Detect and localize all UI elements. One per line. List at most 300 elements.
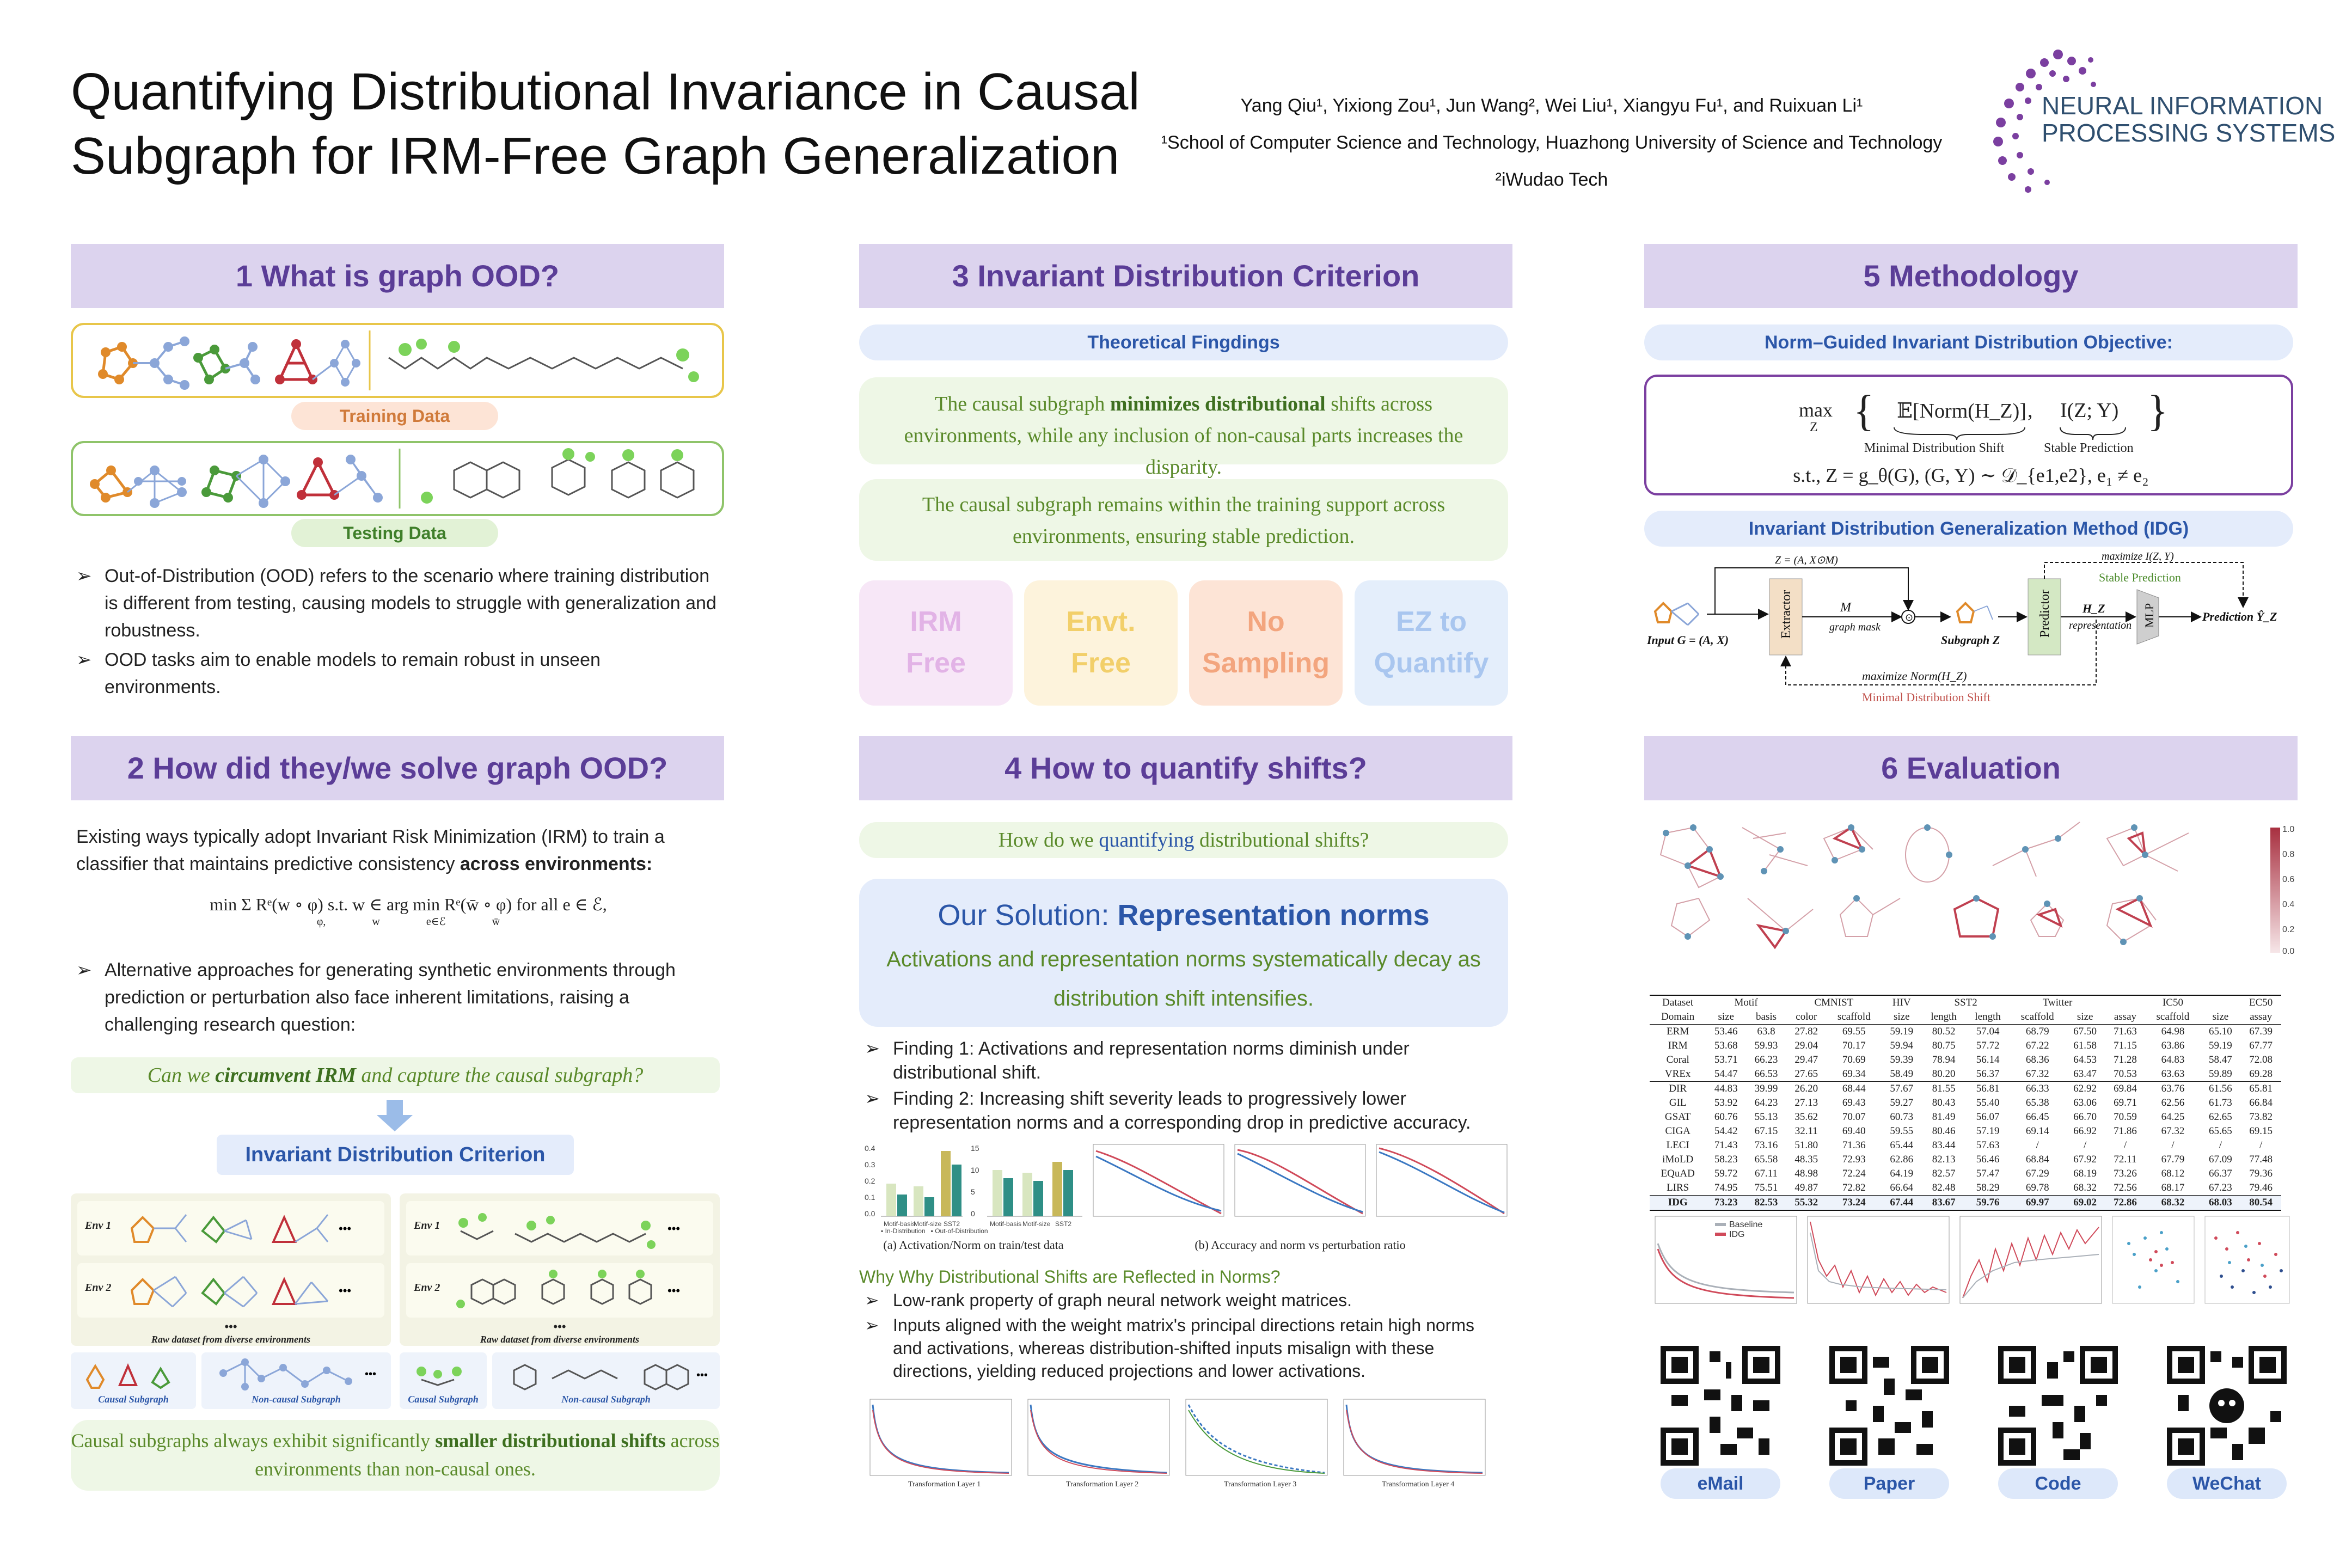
results-table-wrap	[1650, 995, 2287, 1211]
subgraph-visualizations	[1644, 817, 2293, 964]
env2-molecules-right	[450, 1269, 706, 1312]
result-cell: 82.53	[1754, 1197, 1778, 1208]
irm-sub-phiw: φ, w	[316, 916, 380, 928]
dataset-header: Twitter	[2042, 997, 2073, 1008]
result-cell: /	[2036, 1140, 2039, 1151]
result-cell: 82.48	[1932, 1182, 1956, 1193]
table-row	[1650, 1153, 2281, 1167]
bar-label-4: Motif-basis	[990, 1220, 1022, 1228]
result-cell: 73.23	[1714, 1197, 1738, 1208]
layer-plot-3	[1186, 1399, 1327, 1475]
alt-approaches-bullets	[76, 957, 719, 1040]
cb-tick-2: 0.8	[2282, 850, 2295, 859]
result-cell: 59.19	[1890, 1026, 1914, 1037]
result-cell: 69.15	[2249, 1125, 2273, 1137]
ellipsis-3: •••	[224, 1320, 237, 1333]
section-6	[1644, 736, 2298, 1494]
irm-sub-wbar: w̄	[492, 916, 500, 928]
method-name: Coral	[1666, 1054, 1689, 1065]
method-name: VREx	[1664, 1068, 1691, 1080]
result-cell: 59.76	[1976, 1197, 2000, 1208]
result-cell: 67.44	[1890, 1197, 1914, 1208]
result-cell: 73.26	[2114, 1168, 2137, 1179]
solution-b: Representation norms	[1117, 899, 1430, 932]
obj-max-word: max	[1799, 399, 1833, 421]
result-cell: 72.56	[2114, 1182, 2137, 1193]
result-cell: 64.25	[2161, 1111, 2185, 1123]
noncausal-caption-right: Non-causal Subgraph	[561, 1394, 651, 1405]
result-cell: 39.99	[1754, 1083, 1778, 1094]
obj-term1: 𝔼[Norm(H_Z)]	[1897, 400, 2026, 422]
result-cell: 69.40	[1842, 1125, 1866, 1137]
domain-header: basis	[1756, 1011, 1777, 1022]
causal-panel-left	[71, 1352, 196, 1409]
result-cell: 63.76	[2161, 1083, 2185, 1094]
qr-paper-icon	[1829, 1346, 1949, 1466]
result-cell: 68.44	[1842, 1083, 1866, 1094]
underbraces	[1891, 425, 2136, 441]
result-cell: 63.86	[2161, 1040, 2185, 1051]
result-cell: 67.23	[2209, 1182, 2232, 1193]
property-tiles	[859, 580, 1508, 706]
tile-nosamp-line2: Sampling	[1202, 647, 1330, 679]
irm-formula-subscripts	[163, 915, 653, 928]
result-cell: 69.28	[2249, 1068, 2273, 1080]
env1-row-left	[77, 1201, 384, 1255]
qr-code[interactable]	[1998, 1346, 2118, 1499]
line-plot-3	[1376, 1144, 1507, 1216]
domain-header: size	[2077, 1011, 2093, 1022]
noncausal-molecules-right	[503, 1357, 715, 1391]
domain-header: assay	[2250, 1011, 2273, 1022]
env2-label-right: Env 2	[414, 1282, 440, 1294]
layer-label-4: Transformation Layer 4	[1382, 1480, 1455, 1489]
raw-env-panel-right	[400, 1193, 720, 1346]
result-cell: 83.44	[1932, 1140, 1956, 1151]
tile-irm-free	[859, 580, 1013, 706]
result-cell: 59.55	[1890, 1125, 1914, 1137]
result-cell: 63.8	[1757, 1026, 1775, 1037]
norm-figures	[859, 1140, 1508, 1252]
noncausal-panel-left	[201, 1352, 391, 1409]
chart-a-tick-04: 0.4	[865, 1144, 875, 1153]
result-cell: 71.43	[1714, 1140, 1738, 1151]
result-cell: 68.84	[2025, 1154, 2049, 1165]
method-name: ERM	[1667, 1026, 1689, 1037]
ood-bullet-2: ➢ OOD tasks aim to enable models to remain robust in unseen environments.	[76, 646, 719, 701]
result-cell: 65.65	[2209, 1125, 2232, 1137]
domain-header: assay	[2114, 1011, 2137, 1022]
result-cell: 65.81	[2249, 1083, 2273, 1094]
result-cell: 81.55	[1932, 1083, 1956, 1094]
result-cell: 70.59	[2114, 1111, 2137, 1123]
result-cell: 65.58	[1754, 1154, 1778, 1165]
affiliation-1: ¹School of Computer Science and Technology, Huazhong University of Science and Technology	[1161, 132, 1943, 153]
result-cell: 72.82	[1842, 1182, 1866, 1193]
result-cell: 27.65	[1794, 1068, 1818, 1080]
result-cell: 48.98	[1794, 1168, 1818, 1179]
section-1	[71, 244, 724, 697]
result-cell: 66.70	[2073, 1111, 2097, 1123]
method-name: IRM	[1668, 1040, 1688, 1051]
qr-email[interactable]	[1661, 1346, 1780, 1499]
bar-group-b3	[1052, 1162, 1073, 1216]
svg-text:15: 15	[971, 1144, 979, 1153]
result-cell: 67.15	[1754, 1125, 1778, 1137]
result-cell: 71.15	[2114, 1040, 2137, 1051]
method-name: GIL	[1669, 1097, 1687, 1108]
result-cell: 67.77	[2249, 1040, 2273, 1051]
method-name: LECI	[1666, 1140, 1689, 1151]
result-cell: 80.54	[2249, 1197, 2273, 1208]
fig-caption-a: (a) Activation/Norm on train/test data	[883, 1238, 1064, 1252]
diag-mlp: MLP	[2142, 603, 2156, 628]
result-cell: 67.92	[2073, 1154, 2097, 1165]
curve-plot-3	[1960, 1216, 2102, 1303]
finding-1: ➢ Finding 1: Activations and representation norms diminish under distributional shift.	[865, 1037, 1507, 1085]
table-row	[1650, 1138, 2281, 1153]
fig-caption-b: (b) Accuracy and norm vs perturbation ratio	[1195, 1238, 1406, 1252]
domain-header: scaffold	[2020, 1011, 2054, 1022]
qr-paper[interactable]	[1829, 1346, 1949, 1499]
section-4	[859, 736, 1512, 1489]
results-table	[1650, 995, 2281, 1211]
training-curves	[1644, 1211, 2293, 1317]
domain-header: size	[2212, 1011, 2229, 1022]
bar-group-a3	[941, 1151, 961, 1216]
table-dataset-row	[1650, 995, 2281, 1010]
result-cell: 78.94	[1932, 1054, 1956, 1065]
diag-stable: Stable Prediction	[2099, 571, 2181, 584]
causal-panel-right	[400, 1352, 487, 1409]
section-3-heading: 3 Invariant Distribution Criterion	[859, 244, 1512, 308]
why-bullets	[865, 1289, 1507, 1385]
result-cell: 64.98	[2161, 1026, 2185, 1037]
result-cell: 64.83	[2161, 1054, 2185, 1065]
testing-data-label: Testing Data	[291, 519, 498, 547]
result-cell: 59.94	[1890, 1040, 1914, 1051]
title-line-2: Subgraph for IRM-Free Graph Generalization	[71, 127, 1120, 185]
table-row-ours	[1650, 1196, 2281, 1211]
neurips-logo-icon	[1976, 44, 2336, 196]
section-5-heading: 5 Methodology	[1644, 244, 2298, 308]
result-cell: 71.36	[1842, 1140, 1866, 1151]
result-cell: 58.29	[1976, 1182, 2000, 1193]
table-ours	[1650, 1196, 2281, 1211]
bar-label-2: Motif-size	[914, 1220, 942, 1228]
result-cell: 66.64	[1890, 1182, 1914, 1193]
result-cell: 57.72	[1976, 1040, 2000, 1051]
table-group-1	[1650, 1025, 2281, 1082]
result-cell: 67.29	[2025, 1168, 2049, 1179]
tile-no-sampling	[1189, 580, 1343, 706]
colorbar	[2270, 828, 2280, 953]
result-cell: 68.32	[2073, 1182, 2097, 1193]
solution-desc: Activations and representation norms systematically decay as distribution shift intensifies.	[886, 947, 1481, 1010]
section-2-heading: 2 How did they/we solve graph OOD?	[71, 736, 724, 800]
section-4-heading: 4 How to quantify shifts?	[859, 736, 1512, 800]
result-cell: 66.23	[1754, 1054, 1778, 1065]
irm-intro-text: Existing ways typically adopt Invariant Risk Minimization (IRM) to train a classifier that maintains predictive consistency	[76, 826, 665, 874]
raw-caption-right: Raw dataset from diverse environments	[480, 1334, 639, 1345]
alt-approaches-bullet: ➢ Alternative approaches for generating synthetic environments through prediction or perturbation also face inherent limitations, raising a challenging research question:	[76, 957, 719, 1038]
env2-row-right	[406, 1263, 713, 1318]
env1-molecules-right	[450, 1206, 706, 1250]
causal-motifs-left	[82, 1358, 191, 1391]
result-cell: 61.58	[2073, 1040, 2097, 1051]
result-cell: 35.62	[1794, 1111, 1818, 1123]
diag-max-i: maximize I(Z, Y)	[2102, 550, 2174, 562]
method-name: IDG	[1668, 1197, 1688, 1208]
table-row	[1650, 1124, 2281, 1138]
irm-formula-main: min Σ Rᵉ(w ∘ φ) s.t. w ∈ arg min Rᵉ(w̄ ∘ φ) for all e ∈ ℰ,	[210, 895, 607, 914]
bar-group-a2	[914, 1186, 934, 1216]
conclusion-box	[71, 1420, 720, 1491]
method-name: iMoLD	[1662, 1154, 1694, 1165]
chart-a-tick-01: 0.1	[865, 1193, 875, 1202]
result-cell: 72.24	[1842, 1168, 1866, 1179]
result-cell: 60.76	[1714, 1111, 1738, 1123]
diag-representation: representation	[2069, 620, 2132, 632]
research-question	[71, 1057, 720, 1093]
ellipsis-4: •••	[667, 1222, 681, 1235]
section-2	[71, 736, 724, 1480]
result-cell: 55.32	[1794, 1197, 1818, 1208]
env1-row-right	[406, 1201, 713, 1255]
result-cell: 70.69	[1842, 1054, 1866, 1065]
result-cell: 54.42	[1714, 1125, 1738, 1137]
dataset-header: Dataset	[1662, 997, 1694, 1008]
result-cell: 80.52	[1932, 1026, 1956, 1037]
svg-text:5: 5	[971, 1187, 975, 1196]
result-cell: 77.48	[2249, 1154, 2273, 1165]
training-molecule-illustration	[73, 325, 722, 396]
domain-header: scaffold	[1837, 1011, 1871, 1022]
cb-tick-1: 1.0	[2282, 825, 2295, 834]
result-cell: 69.78	[2025, 1182, 2049, 1193]
line-plot-1	[1093, 1144, 1224, 1216]
finding1-a: The causal subgraph	[934, 393, 1110, 415]
result-cell: 57.19	[1976, 1125, 2000, 1137]
result-cell: 64.53	[2073, 1054, 2097, 1065]
obj-brace-right: }	[2147, 387, 2169, 435]
legend-baseline: Baseline	[1729, 1220, 1763, 1229]
result-cell: 58.49	[1890, 1068, 1914, 1080]
result-cell: 29.04	[1794, 1040, 1818, 1051]
causal-molecule-right	[411, 1358, 481, 1391]
layer-label-1: Transformation Layer 1	[908, 1480, 981, 1489]
result-cell: 66.84	[2249, 1097, 2273, 1108]
curve-plot-1	[1655, 1216, 1797, 1303]
result-cell: 69.43	[1842, 1097, 1866, 1108]
cb-tick-5: 0.2	[2282, 925, 2295, 934]
result-cell: 71.28	[2114, 1054, 2137, 1065]
obj-max	[1799, 399, 1833, 421]
result-cell: 73.16	[1754, 1140, 1778, 1151]
ellipsis-7: •••	[365, 1368, 377, 1380]
qq-c: distributional shifts?	[1194, 829, 1369, 852]
result-cell: 59.89	[2209, 1068, 2232, 1080]
result-cell: 72.86	[2114, 1197, 2137, 1208]
result-cell: 66.37	[2209, 1168, 2232, 1179]
table-row	[1650, 1025, 2281, 1039]
poster-title	[71, 60, 1160, 188]
idg-pipeline-diagram	[1644, 552, 2293, 715]
dataset-header: EC50	[2249, 997, 2273, 1008]
tile-irm-line2: Free	[906, 647, 966, 679]
finding-minimizes	[859, 377, 1508, 479]
bar-legend: ▪ In-Distribution ▪ Out-of-Distribution	[881, 1227, 988, 1235]
result-cell: 48.35	[1794, 1154, 1818, 1165]
obj-label1: Minimal Distribution Shift	[1864, 441, 2005, 455]
diag-extractor: Extractor	[1779, 590, 1793, 639]
ood-bullet-1: ➢ Out-of-Distribution (OOD) refers to the scenario where training distribution is different from testing, causing models to struggle with generalization and robustness.	[76, 562, 719, 644]
dataset-header: Motif	[1734, 997, 1758, 1008]
result-cell: 59.72	[1714, 1168, 1738, 1179]
qr-label-paper[interactable]: Paper	[1829, 1468, 1949, 1499]
result-cell: 66.45	[2025, 1111, 2049, 1123]
domain-header: scaffold	[2156, 1011, 2190, 1022]
title-line-1: Quantifying Distributional Invariance in Causal	[71, 63, 1140, 121]
result-cell: 56.46	[1976, 1154, 2000, 1165]
result-cell: 51.80	[1794, 1140, 1818, 1151]
diag-graph-mask: graph mask	[1829, 621, 1881, 633]
result-cell: 81.49	[1932, 1111, 1956, 1123]
conclusion-b: smaller distributional shifts	[435, 1430, 666, 1451]
causal-caption-left: Causal Subgraph	[98, 1394, 169, 1405]
result-cell: 58.23	[1714, 1154, 1738, 1165]
tile-ez-line2: Quantify	[1374, 647, 1489, 679]
cb-tick-4: 0.4	[2282, 900, 2295, 909]
noncausal-graphs-left	[212, 1357, 387, 1391]
result-cell: 67.50	[2073, 1026, 2097, 1037]
result-cell: 68.79	[2025, 1026, 2049, 1037]
result-cell: /	[2259, 1140, 2263, 1151]
raw-caption-left: Raw dataset from diverse environments	[151, 1334, 310, 1345]
result-cell: 72.93	[1842, 1154, 1866, 1165]
table-group-2	[1650, 1082, 2281, 1196]
result-cell: 55.13	[1754, 1111, 1778, 1123]
result-cell: 67.11	[1754, 1168, 1778, 1179]
result-cell: 32.11	[1794, 1125, 1818, 1137]
theoretical-findings-label: Theoretical Fingdings	[859, 324, 1508, 360]
qq-a: How do we	[998, 829, 1099, 852]
result-cell: 56.14	[1976, 1054, 2000, 1065]
qr-label-code[interactable]: Code	[1998, 1468, 2118, 1499]
bar-label-3: SST2	[944, 1220, 960, 1228]
result-cell: 64.19	[1890, 1168, 1914, 1179]
tile-envt-free	[1024, 580, 1178, 706]
dataset-header: HIV	[1892, 997, 1911, 1008]
result-cell: 26.20	[1794, 1083, 1818, 1094]
finding1-c: shifts across environments, while any inclusion of non-causal parts increases the disparity.	[904, 393, 1463, 479]
finding1-b: minimizes distributional	[1110, 393, 1326, 415]
qr-label-wechat[interactable]: WeChat	[2167, 1468, 2287, 1499]
result-cell: 58.47	[2209, 1054, 2232, 1065]
layer-plot-2	[1028, 1399, 1169, 1475]
training-data-label: Training Data	[291, 402, 498, 430]
result-cell: 69.55	[1842, 1026, 1866, 1037]
result-cell: 62.65	[2209, 1111, 2232, 1123]
noncausal-panel-right	[492, 1352, 720, 1409]
qr-wechat[interactable]	[2167, 1346, 2287, 1499]
result-cell: 80.20	[1932, 1068, 1956, 1080]
result-cell: 56.07	[1976, 1111, 2000, 1123]
result-cell: 67.39	[2249, 1026, 2273, 1037]
result-cell: 57.04	[1976, 1026, 2000, 1037]
table-row	[1650, 1167, 2281, 1181]
svg-text:10: 10	[971, 1166, 979, 1174]
result-cell: 57.63	[1976, 1140, 2000, 1151]
result-cell: 62.56	[2161, 1097, 2185, 1108]
qr-label-email[interactable]: eMail	[1661, 1468, 1780, 1499]
table-row	[1650, 1067, 2281, 1082]
result-cell: 56.37	[1976, 1068, 2000, 1080]
solution-a: Our Solution:	[938, 899, 1118, 932]
layer-plot-4	[1344, 1399, 1485, 1475]
chart-a-tick-03: 0.3	[865, 1160, 875, 1169]
affiliation-2: ²iWudao Tech	[1495, 169, 1608, 190]
diag-hz: H_Z	[2082, 602, 2105, 615]
result-cell: 54.47	[1714, 1068, 1738, 1080]
domain-header: Domain	[1661, 1011, 1695, 1022]
result-cell: 67.79	[2161, 1154, 2185, 1165]
layer-label-3: Transformation Layer 3	[1224, 1480, 1297, 1489]
result-cell: 68.19	[2073, 1168, 2097, 1179]
cb-tick-3: 0.6	[2282, 875, 2295, 884]
result-cell: 59.93	[1754, 1040, 1778, 1051]
env1-label-left: Env 1	[85, 1220, 112, 1232]
chart-a-tick-00: 0.0	[865, 1209, 875, 1218]
layer-singular-value-plots	[859, 1394, 1508, 1492]
ellipsis-5: •••	[667, 1284, 681, 1297]
section-6-heading: 6 Evaluation	[1644, 736, 2298, 800]
author-list: Yang Qiu¹, Yixiong Zou¹, Jun Wang², Wei Liu¹, Xiangyu Fu¹, and Ruixuan Li¹	[1240, 95, 1863, 116]
layer-label-2: Transformation Layer 2	[1066, 1480, 1139, 1489]
tile-nosamp-line1: No	[1247, 606, 1285, 638]
conclusion-a: Causal subgraphs always exhibit significantly	[71, 1430, 436, 1451]
domain-header: size	[1718, 1011, 1734, 1022]
diag-subgraph: Subgraph Z	[1941, 633, 2000, 647]
env1-label-right: Env 1	[414, 1220, 440, 1232]
result-cell: 63.06	[2073, 1097, 2097, 1108]
result-cell: 67.09	[2209, 1154, 2232, 1165]
result-cell: 67.32	[2161, 1125, 2185, 1137]
domain-header: color	[1796, 1011, 1817, 1022]
ellipsis-8: •••	[696, 1369, 708, 1381]
method-name: EQuAD	[1661, 1168, 1695, 1179]
result-cell: 53.46	[1714, 1026, 1738, 1037]
table-row	[1650, 1039, 2281, 1053]
result-cell: 59.19	[2209, 1040, 2232, 1051]
diag-input: Input G = (A, X)	[1647, 633, 1729, 647]
table-row	[1650, 1096, 2281, 1110]
raw-env-panel-left	[71, 1193, 391, 1346]
qr-wechat-icon	[2167, 1346, 2287, 1466]
result-cell: 44.83	[1714, 1083, 1738, 1094]
result-cell: 61.56	[2209, 1083, 2232, 1094]
irm-formula	[163, 894, 653, 928]
result-cell: 66.33	[2025, 1083, 2049, 1094]
result-cell: 53.68	[1714, 1040, 1738, 1051]
diag-prediction: Prediction Ŷ_Z	[2202, 610, 2277, 623]
result-cell: 57.67	[1890, 1083, 1914, 1094]
result-cell: 72.08	[2249, 1054, 2273, 1065]
result-cell: 69.02	[2073, 1197, 2097, 1208]
irm-intro	[76, 823, 719, 878]
result-cell: 66.92	[2073, 1125, 2097, 1137]
env2-graphs-left	[121, 1269, 377, 1312]
